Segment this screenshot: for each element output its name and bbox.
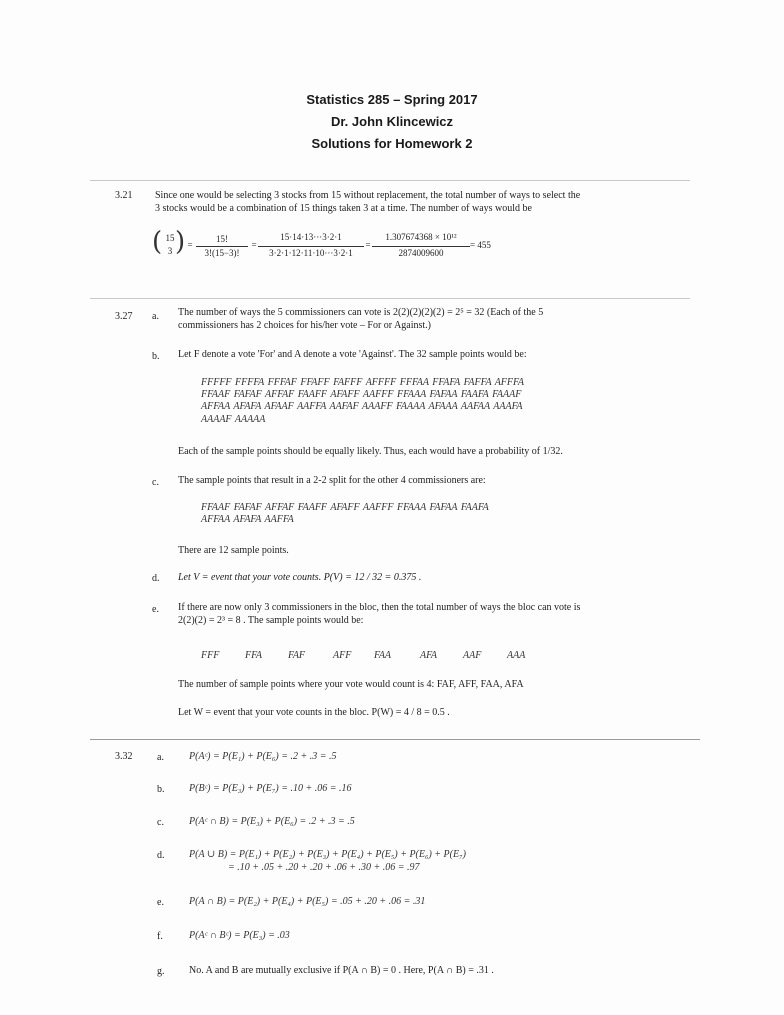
sample-point: AFF: [333, 650, 352, 661]
part-f-equation: P(Aᶜ ∩ Bᶜ) = P(E₃) = .03: [189, 930, 290, 941]
divider: [90, 180, 690, 181]
part-c-count: There are 12 sample points.: [178, 545, 289, 556]
sample-points-row: FFFFF FFFFA FFFAF FFAFF FAFFF AFFFF FFFAA FFAFA FAFFA AFFFA: [201, 377, 524, 388]
sample-points-row: AAAAF AAAAA: [201, 414, 266, 425]
part-e-count: The number of sample points where your vote would count is 4: FAF, AFF, FAA, AFA: [178, 679, 524, 690]
sample-points-row: FFAAF FAFAF AFFAF FAAFF AFAFF AAFFF FFAAA FAFAA FAAFA FAAAF: [201, 389, 522, 400]
part-d-equation: P(A ∪ B) = P(E₁) + P(E₂) + P(E₃) + P(E₄) + P(E₅) + P(E₆) + P(E₇): [189, 849, 466, 860]
problem-text-line: Since one would be selecting 3 stocks from 15 without replacement, the total number of ways to select the: [155, 190, 581, 201]
equals-sign: =: [187, 240, 193, 250]
sample-point: AAF: [463, 650, 482, 661]
part-c-equation: P(Aᶜ ∩ B) = P(E₃) + P(E₆) = .2 + .3 = .5: [189, 816, 355, 827]
fraction-denominator: 2874009600: [398, 248, 444, 258]
part-d-equation: = .10 + .05 + .20 + .20 + .06 + .30 + .06 = .97: [228, 862, 420, 873]
binom-bottom: 3: [167, 246, 173, 256]
result: = 455: [470, 240, 491, 250]
sample-point: FAA: [374, 650, 392, 661]
problem-number: 3.21: [115, 190, 133, 201]
binom-top: 15: [165, 233, 175, 243]
document-title: Solutions for Homework 2: [311, 136, 473, 151]
part-letter: c.: [152, 477, 159, 488]
fraction-denominator: 3!(15−3)!: [204, 248, 240, 258]
part-letter: f.: [157, 931, 163, 942]
divider: [90, 739, 700, 740]
part-e-equation: P(A ∩ B) = P(E₂) + P(E₄) + P(E₅) = .05 + .20 + .06 = .31: [189, 896, 426, 907]
left-paren: (: [152, 227, 163, 257]
problem-text-line: 3 stocks would be a combination of 15 things taken 3 at a time. The number of ways would be: [155, 203, 532, 214]
sample-point: FAF: [288, 650, 306, 661]
part-letter: d.: [157, 850, 165, 861]
right-paren: ): [175, 227, 186, 257]
part-e-text: 2(2)(2) = 2³ = 8 . The sample points would be:: [178, 615, 364, 626]
fraction-denominator: 3·2·1·12·11·10···3·2·1: [269, 248, 353, 258]
part-a-equation: P(Aᶜ) = P(E₁) + P(E₆) = .2 + .3 = .5: [189, 751, 337, 762]
part-letter: g.: [157, 966, 165, 977]
part-letter: b.: [152, 351, 160, 362]
equals-sign: =: [251, 240, 257, 250]
fraction-bar: [372, 246, 470, 247]
part-c-text: The sample points that result in a 2-2 split for the other 4 commissioners are:: [178, 475, 486, 486]
equals-sign: =: [365, 240, 371, 250]
fraction-numerator: 15·14·13···3·2·1: [280, 232, 342, 242]
problem-number: 3.32: [115, 751, 133, 762]
fraction-numerator: 15!: [216, 234, 228, 244]
part-letter: e.: [152, 604, 159, 615]
part-b-probability: Each of the sample points should be equally likely. Thus, each would have a probability of 1/32.: [178, 446, 563, 457]
problem-number: 3.27: [115, 311, 133, 322]
part-letter: d.: [152, 573, 160, 584]
part-e-probability: Let W = event that your vote counts in the bloc. P(W) = 4 / 8 = 0.5 .: [178, 707, 450, 718]
part-a-text: commissioners has 2 choices for his/her vote – For or Against.): [178, 320, 432, 331]
part-a-text: The number of ways the 5 commissioners can vote is 2(2)(2)(2)(2) = 2⁵ = 32 (Each of the 5: [178, 307, 544, 318]
part-letter: a.: [157, 752, 164, 763]
sample-point: FFF: [201, 650, 220, 661]
course-title: Statistics 285 – Spring 2017: [306, 92, 478, 107]
sample-points-row: AFFAA AFAFA AAFFA: [201, 514, 294, 525]
instructor-name: Dr. John Klincewicz: [330, 114, 454, 129]
part-letter: e.: [157, 897, 164, 908]
divider: [90, 298, 690, 299]
sample-point: AAA: [507, 650, 526, 661]
sample-points-row: FFAAF FAFAF AFFAF FAAFF AFAFF AAFFF FFAAA FAFAA FAAFA: [201, 502, 489, 513]
sample-point: AFA: [420, 650, 438, 661]
fraction-bar: [258, 246, 364, 247]
part-letter: a.: [152, 311, 159, 322]
part-b-equation: P(Bᶜ) = P(E₃) + P(E₇) = .10 + .06 = .16: [189, 783, 352, 794]
part-b-text: Let F denote a vote 'For' and A denote a vote 'Against'. The 32 sample points would be:: [178, 349, 527, 360]
part-d-text: Let V = event that your vote counts. P(V) = 12 / 32 = 0.375 .: [178, 572, 422, 583]
fraction-bar: [196, 246, 248, 247]
sample-points-row: AFFAA AFAFA AFAAF AAFFA AAFAF AAAFF FAAAA AFAAA AAFAA AAAFA: [201, 401, 523, 412]
fraction-numerator: 1.307674368 × 10¹²: [385, 232, 457, 242]
part-e-text: If there are now only 3 commissioners in the bloc, then the total number of ways the bloc can vote is: [178, 602, 581, 613]
part-letter: c.: [157, 817, 164, 828]
sample-point: FFA: [245, 650, 263, 661]
part-letter: b.: [157, 784, 165, 795]
part-g-text: No. A and B are mutually exclusive if P(A ∩ B) = 0 . Here, P(A ∩ B) = .31 .: [189, 965, 494, 976]
